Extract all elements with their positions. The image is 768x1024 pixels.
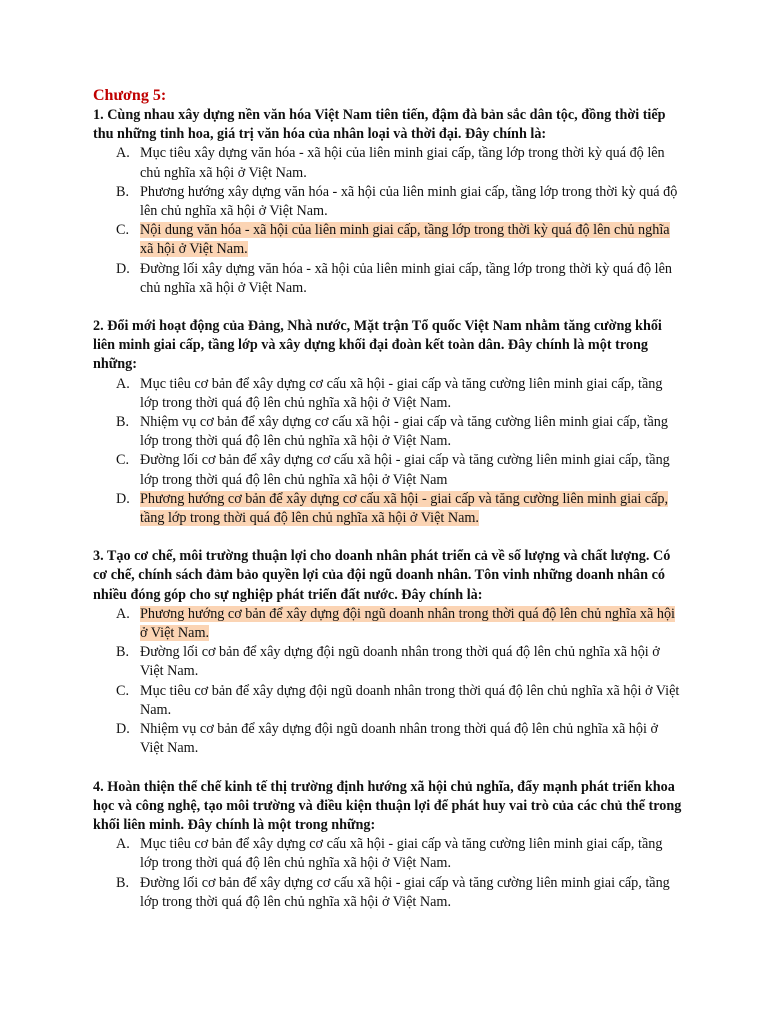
option-a [93, 375, 683, 413]
option-c [93, 682, 683, 720]
option-letter: C. [116, 222, 130, 239]
question-text: 2. Đổi mới hoạt động của Đảng, Nhà nước, Mặt trận Tổ quốc Việt Nam nhằm tăng cường khối liên minh giai cấp, tầng lớp và xây dựng khối đại đoàn kết toàn dân. Đây chính là một trong những: [93, 318, 662, 373]
option-text: Mục tiêu cơ bản để xây dựng cơ cấu xã hội - giai cấp và tăng cường liên minh giai cấp, tầng lớp trong thời quá độ lên chủ nghĩa xã hội ở Việt Nam. [140, 836, 663, 872]
option-c [93, 221, 683, 259]
option-letter: B. [116, 183, 130, 200]
highlighted-answer: Phương hướng cơ bản để xây dựng đội ngũ doanh nhân trong thời quá độ lên chủ nghĩa xã hội ở Việt Nam. [140, 605, 675, 642]
question-text: 3. Tạo cơ chế, môi trường thuận lợi cho doanh nhân phát triển cả về số lượng và chất lượng. Có cơ chế, chính sách đảm bảo quyền lợi của đội ngũ doanh nhân. Tôn vinh những doanh nhân có nhiều đóng góp cho sự nghiệp phát triển đất nước. Đây chính là: [93, 548, 671, 603]
option-list [93, 835, 683, 912]
spacer [93, 759, 683, 778]
option-letter: B. [116, 874, 130, 891]
option-letter: C. [116, 682, 130, 699]
option-text: Đường lối cơ bản để xây dựng đội ngũ doanh nhân trong thời quá độ lên chủ nghĩa xã hội ở Việt Nam. [140, 644, 660, 680]
highlighted-answer: Phương hướng cơ bản để xây dựng cơ cấu xã hội - giai cấp và tăng cường liên minh giai cấp, tầng lớp trong thời quá độ lên chủ nghĩa xã hội ở Việt Nam. [140, 490, 669, 527]
option-d [93, 720, 683, 758]
option-text: Mục tiêu cơ bản để xây dựng cơ cấu xã hội - giai cấp và tăng cường liên minh giai cấp, tầng lớp trong thời quá độ lên chủ nghĩa xã hội ở Việt Nam. [140, 375, 663, 411]
chapter-heading: Chương 5: [93, 87, 167, 104]
question-1 [93, 106, 683, 298]
option-text: Đường lối cơ bản để xây dựng cơ cấu xã hội - giai cấp và tăng cường liên minh giai cấp, tầng lớp trong thời quá độ lên chủ nghĩa xã hội ở Việt Nam. [140, 874, 670, 910]
document-page [93, 86, 683, 912]
option-letter: B. [116, 414, 130, 431]
option-text: Nhiệm vụ cơ bản để xây dựng cơ cấu xã hội - giai cấp và tăng cường liên minh giai cấp, tầng lớp trong thời quá độ lên chủ nghĩa xã hội ở Việt Nam. [140, 414, 668, 450]
spacer [93, 298, 683, 317]
question-2 [93, 317, 683, 528]
option-letter: B. [116, 644, 130, 661]
question-text: 1. Cùng nhau xây dựng nền văn hóa Việt Nam tiên tiến, đậm đà bản sắc dân tộc, đồng thời tiếp thu những tinh hoa, giá trị văn hóa của nhân loại và thời đại. Đây chính là: [93, 107, 666, 143]
option-text: Đường lối xây dựng văn hóa - xã hội của liên minh giai cấp, tầng lớp trong thời kỳ quá độ lên chủ nghĩa xã hội ở Việt Nam. [140, 260, 672, 296]
spacer [93, 528, 683, 547]
option-c [93, 451, 683, 489]
option-letter: D. [116, 490, 130, 507]
option-a [93, 835, 683, 873]
option-text: Đường lối cơ bản để xây dựng cơ cấu xã hội - giai cấp và tăng cường liên minh giai cấp, tầng lớp trong thời quá độ lên chủ nghĩa xã hội ở Việt Nam [140, 452, 670, 488]
option-letter: A. [116, 375, 130, 392]
option-letter: A. [116, 605, 130, 622]
option-list [93, 144, 683, 298]
option-b [93, 413, 683, 451]
option-letter: D. [116, 721, 130, 738]
option-b [93, 643, 683, 681]
option-list [93, 605, 683, 759]
option-d [93, 260, 683, 298]
option-letter: D. [116, 260, 130, 277]
option-a [93, 605, 683, 643]
option-a [93, 144, 683, 182]
option-b [93, 874, 683, 912]
question-4 [93, 778, 683, 912]
highlighted-answer: Nội dung văn hóa - xã hội của liên minh giai cấp, tầng lớp trong thời kỳ quá độ lên chủ nghĩa xã hội ở Việt Nam. [140, 222, 670, 258]
option-text: Nhiệm vụ cơ bản để xây dựng đội ngũ doanh nhân trong thời quá độ lên chủ nghĩa xã hội ở Việt Nam. [140, 721, 658, 757]
option-letter: A. [116, 145, 130, 162]
option-letter: A. [116, 836, 130, 853]
option-text: Mục tiêu cơ bản để xây dựng đội ngũ doanh nhân trong thời quá độ lên chủ nghĩa xã hội ở Việt Nam. [140, 682, 680, 718]
option-b [93, 183, 683, 221]
question-text: 4. Hoàn thiện thể chế kinh tế thị trường định hướng xã hội chủ nghĩa, đẩy mạnh phát triển khoa học và công nghệ, tạo môi trường và điều kiện thuận lợi để phát huy vai trò của các chủ thể trong khối liên minh. Đây chính là một trong những: [93, 778, 682, 833]
option-text: Phương hướng xây dựng văn hóa - xã hội của liên minh giai cấp, tầng lớp trong thời kỳ quá độ lên chủ nghĩa xã hội ở Việt Nam. [140, 183, 678, 220]
option-list [93, 375, 683, 529]
option-letter: C. [116, 452, 130, 469]
option-d [93, 490, 683, 528]
option-text: Mục tiêu xây dựng văn hóa - xã hội của liên minh giai cấp, tầng lớp trong thời kỳ quá độ lên chủ nghĩa xã hội ở Việt Nam. [140, 145, 665, 181]
question-3 [93, 547, 683, 758]
